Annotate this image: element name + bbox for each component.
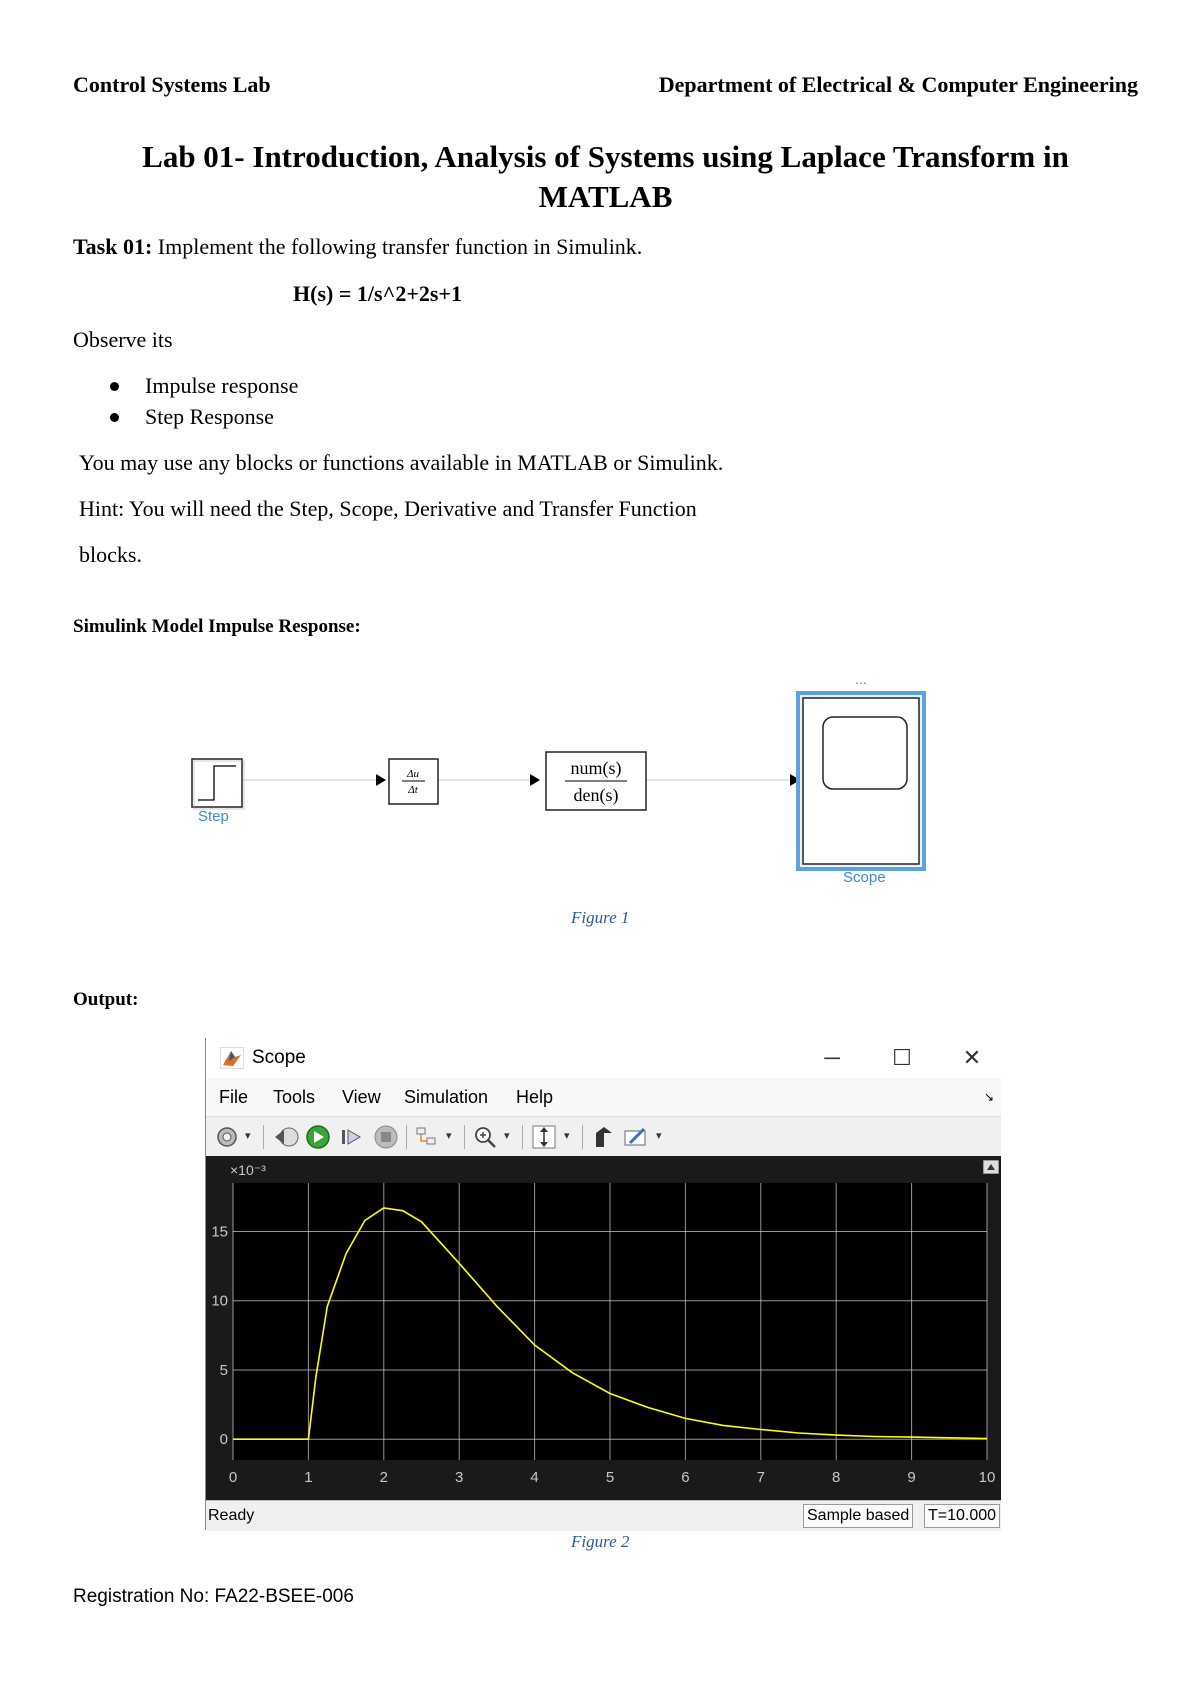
hint-text: Hint: You will need the Step, Scope, Derivative and Transfer Function: [79, 496, 697, 521]
y-tick-label: 0: [219, 1431, 228, 1449]
status-text: Ready: [208, 1507, 255, 1524]
header-course: Control Systems Lab: [73, 72, 271, 97]
task-text: Implement the following transfer function in Simulink.: [152, 234, 643, 259]
note-text: You may use any blocks or functions available in MATLAB or Simulink.: [79, 450, 724, 475]
task-label: Task 01:: [73, 234, 153, 259]
menu-file[interactable]: File: [219, 1087, 249, 1107]
undock-icon[interactable]: [983, 1160, 999, 1174]
scope-more-dots: ...: [855, 671, 867, 687]
chevron-down-icon[interactable]: ▾: [446, 1130, 452, 1142]
x-tick-label: 3: [455, 1469, 464, 1486]
transfer-fcn-block[interactable]: [530, 752, 646, 810]
x-tick-label: 6: [681, 1469, 690, 1486]
dock-arrow-icon[interactable]: ↘: [984, 1090, 995, 1104]
step-label: Step: [198, 808, 229, 825]
scope-block[interactable]: [790, 671, 924, 869]
tf-numerator: num(s): [570, 758, 622, 778]
x-tick-label: 8: [832, 1469, 841, 1486]
cursor-icon[interactable]: [590, 1123, 618, 1151]
list-item: Step Response: [100, 401, 298, 432]
step-back-icon[interactable]: [272, 1123, 300, 1151]
y-exponent-label: ×10⁻³: [230, 1162, 266, 1178]
chevron-down-icon[interactable]: ▾: [564, 1130, 570, 1142]
sample-mode-indicator: Sample based: [803, 1504, 913, 1528]
menu-bar: [206, 1078, 1001, 1116]
tf-denominator: den(s): [573, 785, 619, 805]
status-bar: [206, 1500, 1001, 1531]
minimize-button[interactable]: ─: [824, 1045, 840, 1070]
scope-titlebar[interactable]: [206, 1038, 1001, 1078]
model-heading: Simulink Model Impulse Response:: [73, 616, 361, 637]
gear-icon[interactable]: [214, 1123, 240, 1151]
y-tick-label: 10: [211, 1292, 228, 1310]
hint-text-continued: blocks.: [79, 542, 142, 567]
list-item: Impulse response: [100, 370, 298, 401]
menu-tools[interactable]: Tools: [273, 1087, 316, 1107]
transfer-function-equation: H(s) = 1/s^2+2s+1: [293, 281, 462, 306]
stop-icon[interactable]: [372, 1123, 400, 1151]
scope-toolbar: [206, 1116, 1001, 1158]
run-icon[interactable]: [304, 1123, 332, 1151]
x-tick-label: 1: [304, 1469, 313, 1486]
y-tick-label: 5: [219, 1361, 228, 1379]
step-block[interactable]: [192, 759, 244, 809]
scope-window: [205, 1038, 1001, 1530]
task-line: [73, 234, 642, 260]
maximize-button[interactable]: ☐: [892, 1045, 912, 1070]
x-tick-label: 4: [530, 1469, 539, 1486]
x-tick-label: 5: [605, 1469, 615, 1486]
x-tick-label: 2: [379, 1469, 388, 1486]
menu-help[interactable]: Help: [516, 1087, 554, 1107]
figure-caption: Figure 1: [571, 908, 630, 927]
step-forward-icon[interactable]: [338, 1123, 366, 1151]
x-tick-label: 9: [907, 1469, 916, 1486]
registration-footer: Registration No: FA22-BSEE-006: [73, 1586, 354, 1607]
x-tick-label: 7: [756, 1469, 765, 1486]
derivative-denominator: Δt: [408, 784, 418, 796]
simulation-time-indicator: T=10.000: [924, 1504, 1000, 1528]
signal-icon[interactable]: [414, 1123, 440, 1151]
header-department: Department of Electrical & Computer Engineering: [658, 72, 1138, 97]
scale-axes-icon[interactable]: [530, 1123, 558, 1151]
derivative-numerator: Δu: [407, 768, 419, 780]
figure-caption: Figure 2: [571, 1532, 630, 1551]
x-tick-label: 10: [978, 1469, 996, 1486]
input-port-icon: [530, 774, 540, 786]
observe-text: Observe its: [73, 327, 173, 352]
menu-view[interactable]: View: [342, 1087, 381, 1107]
close-button[interactable]: ✕: [962, 1045, 982, 1070]
scope-display-icon: [823, 717, 907, 789]
chevron-down-icon[interactable]: ▾: [245, 1130, 251, 1142]
chevron-down-icon[interactable]: ▾: [656, 1130, 662, 1142]
input-port-icon: [376, 774, 386, 786]
derivative-block[interactable]: [376, 759, 438, 804]
menu-simulation[interactable]: Simulation: [404, 1087, 489, 1107]
scope-label: Scope: [843, 869, 886, 886]
simulink-diagram: [180, 665, 940, 895]
highlight-icon[interactable]: [622, 1123, 650, 1151]
zoom-icon[interactable]: [472, 1123, 498, 1151]
scope-window-title: Scope: [252, 1047, 306, 1068]
x-tick-label: 0: [228, 1469, 238, 1486]
matlab-logo-icon: [220, 1047, 244, 1069]
chevron-down-icon[interactable]: ▾: [504, 1130, 510, 1142]
output-heading: Output:: [73, 989, 139, 1010]
page-title: Lab 01- Introduction, Analysis of Systems using Laplace Transform in MATLAB: [142, 139, 1069, 214]
observe-list: [100, 370, 298, 432]
scope-plot[interactable]: [206, 1156, 1001, 1500]
y-tick-label: 15: [211, 1223, 228, 1241]
